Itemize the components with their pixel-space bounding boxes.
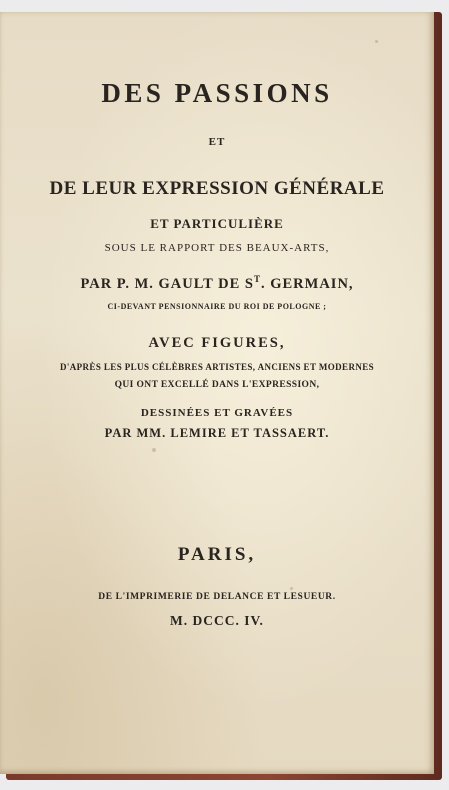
author-line: [0, 274, 434, 293]
title-conjunction: ET: [208, 136, 226, 148]
imprint-printer: DE L'IMPRIMERIE DE DELANCE ET LESUEUR.: [98, 592, 336, 602]
subtitle-line-2: ET PARTICULIÈRE: [150, 216, 284, 231]
author-superscript: T: [253, 274, 261, 284]
subtitle-line-3: SOUS LE RAPPORT DES BEAUX-ARTS,: [104, 242, 330, 254]
imprint-city: PARIS,: [177, 544, 257, 565]
foxing-spot: [152, 448, 156, 452]
foxing-spot: [290, 587, 293, 590]
figures-heading: AVEC FIGURES,: [148, 335, 286, 351]
figures-line-2: QUI ONT EXCELLÉ DANS L'EXPRESSION,: [114, 380, 320, 390]
author-suffix: . GERMAIN,: [260, 275, 354, 292]
engraved-line: DESSINÉES ET GRAVÉES: [140, 407, 294, 419]
subtitle-line-1: DE LEUR EXPRESSION GÉNÉRALE: [49, 178, 385, 199]
figures-line-1: D'APRÈS LES PLUS CÉLÈBRES ARTISTES, ANCIENS ET MODERNES: [59, 362, 375, 372]
foxing-spot: [375, 40, 378, 43]
author-prefix: PAR P. M. GAULT DE S: [80, 275, 254, 292]
title-page: [0, 12, 434, 774]
book-title: DES PASSIONS: [101, 78, 333, 108]
imprint-date: M. DCCC. IV.: [170, 613, 264, 628]
author-note: CI-DEVANT PENSIONNAIRE DU ROI DE POLOGNE ;: [107, 302, 327, 311]
engravers-line: PAR MM. LEMIRE ET TASSAERT.: [104, 426, 330, 440]
